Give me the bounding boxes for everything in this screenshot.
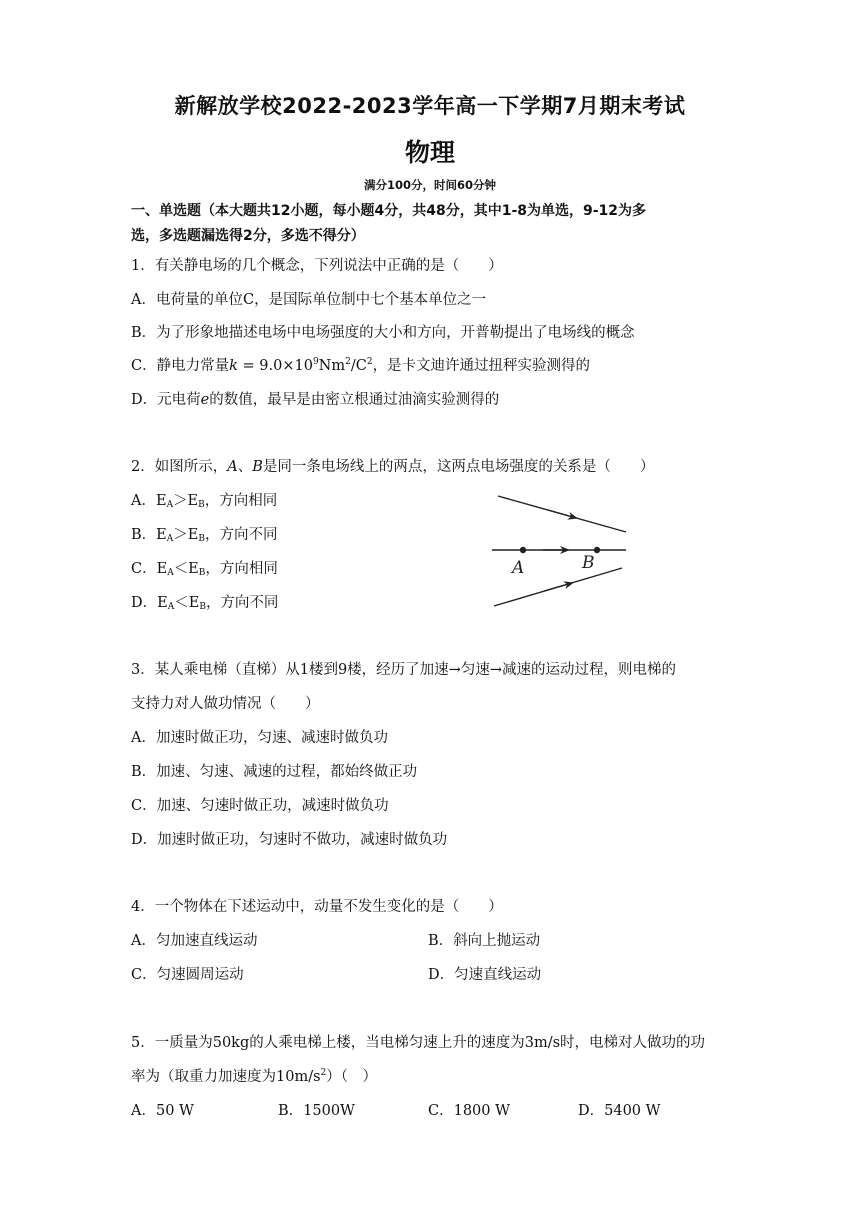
q1-c-prefix: C．静电力常量 bbox=[131, 358, 230, 374]
q2-a-sub2: B bbox=[198, 500, 205, 510]
q2-option-c bbox=[131, 559, 278, 579]
q1-c-unit2-exp: 2 bbox=[366, 357, 373, 367]
q1-c-suffix: ，是卡文迪许通过扭秤实验测得的 bbox=[372, 358, 591, 374]
q2-d-sub1: A bbox=[167, 602, 175, 612]
q2-d-label: D．E bbox=[131, 595, 168, 611]
q2-c-tail: ，方向相同 bbox=[205, 561, 278, 577]
q2-c-sub1: A bbox=[167, 568, 174, 578]
q2-d-rel: ＜E bbox=[174, 595, 200, 611]
exam-title: 新解放学校2022-2023学年高一下学期7月期末考试 bbox=[174, 94, 686, 118]
q1-option-a: A．电荷量的单位C，是国际单位制中七个基本单位之一 bbox=[131, 292, 487, 308]
q1-option-d bbox=[131, 390, 499, 410]
q2-option-b bbox=[131, 525, 277, 545]
q2-stem-sep: 、 bbox=[237, 459, 253, 475]
q3-option-b: B．加速、匀速、减速的过程，都始终做正功 bbox=[131, 764, 418, 780]
q5-stem2-prefix: 率为（取重力加速度为10m/s bbox=[131, 1069, 321, 1085]
section-heading-line2: 选，多选题漏选得2分，多选不得分） bbox=[131, 228, 365, 244]
q1-c-unit: Nm bbox=[318, 358, 346, 374]
q2-b-sub1: A bbox=[166, 534, 174, 544]
q2-d-sub2: B bbox=[199, 602, 206, 612]
q4-stem: 4．一个物体在下述运动中，动量不发生变化的是（ ） bbox=[131, 899, 503, 915]
q2-a-sub1: A bbox=[166, 500, 174, 510]
q5-stem-line2 bbox=[131, 1067, 377, 1087]
point-b-dot bbox=[594, 547, 600, 553]
q3-stem-line1: 3．某人乘电梯（直梯）从1楼到9楼，经历了加速→匀速→减速的运动过程，则电梯的 bbox=[131, 662, 676, 678]
q4-option-a: A．匀加速直线运动 bbox=[131, 933, 258, 949]
q2-stem-a: A bbox=[227, 459, 238, 475]
q2-b-rel: ＞E bbox=[173, 527, 199, 543]
q1-c-unit-exp: 2 bbox=[345, 357, 351, 367]
q5-stem2-suffix: ）（ ） bbox=[326, 1069, 378, 1085]
q1-option-c bbox=[131, 356, 590, 376]
q5-option-b: B．1500W bbox=[278, 1103, 355, 1119]
point-a-dot bbox=[520, 547, 526, 553]
q2-c-sub2: B bbox=[198, 568, 206, 578]
q5-stem-line1: 5．一质量为50kg的人乘电梯上楼，当电梯匀速上升的速度为3m/s时，电梯对人做功的功 bbox=[131, 1035, 706, 1051]
q1-c-exp: 9 bbox=[312, 357, 319, 367]
q1-stem: 1．有关静电场的几个概念，下列说法中正确的是（ ） bbox=[131, 258, 503, 274]
q1-c-unit2: /C bbox=[350, 358, 367, 374]
electric-field-figure bbox=[488, 488, 628, 612]
q2-b-tail: ，方向不同 bbox=[204, 527, 278, 543]
q4-option-b: B．斜向上抛运动 bbox=[428, 933, 541, 949]
q4-option-c: C．匀速圆周运动 bbox=[131, 967, 244, 983]
q2-stem bbox=[131, 457, 654, 477]
q1-c-eq: = 9.0×10 bbox=[237, 358, 313, 374]
q2-d-tail: ，方向不同 bbox=[205, 595, 279, 611]
q3-option-d: D．加速时做正功，匀速时不做功，减速时做负功 bbox=[131, 832, 448, 848]
q2-b-label: B．E bbox=[131, 527, 167, 543]
q5-option-d: D．5400 W bbox=[578, 1103, 661, 1119]
q2-stem-suffix: 是同一条电场线上的两点，这两点电场强度的关系是（ ） bbox=[262, 459, 655, 475]
exam-subject: 物理 bbox=[404, 138, 455, 167]
q5-option-c: C．1800 W bbox=[428, 1103, 511, 1119]
q4-option-d: D．匀速直线运动 bbox=[428, 967, 542, 983]
field-line-middle bbox=[492, 547, 626, 553]
point-b-label: B bbox=[582, 553, 595, 573]
q5-stem2-exp: 2 bbox=[320, 1068, 327, 1078]
q2-stem-prefix: 2．如图所示， bbox=[131, 459, 228, 475]
section-heading-line1: 一、单选题（本大题共12小题，每小题4分，共48分，其中1-8为单选，9-12为多 bbox=[131, 203, 647, 219]
q2-stem-b: B bbox=[252, 459, 263, 475]
q1-option-b: B．为了形象地描述电场中电场强度的大小和方向，开普勒提出了电场线的概念 bbox=[131, 325, 635, 341]
q2-option-a bbox=[131, 491, 277, 511]
q1-c-k: k bbox=[229, 358, 238, 374]
field-line-top bbox=[498, 496, 626, 532]
q5-option-a: A．50 W bbox=[131, 1103, 194, 1119]
exam-meta: 满分100分，时间60分钟 bbox=[363, 178, 496, 192]
q2-c-label: C．E bbox=[131, 561, 168, 577]
q1-d-suffix: 的数值，最早是由密立根通过油滴实验测得的 bbox=[209, 392, 500, 408]
point-a-label: A bbox=[512, 558, 525, 578]
q2-c-rel: ＜E bbox=[173, 561, 199, 577]
q2-b-sub2: B bbox=[198, 534, 205, 544]
q1-d-e: e bbox=[200, 392, 210, 408]
q2-a-label: A．E bbox=[131, 493, 167, 509]
q3-option-a: A．加速时做正功，匀速、减速时做负功 bbox=[131, 730, 388, 746]
q2-a-tail: ，方向相同 bbox=[204, 493, 278, 509]
q2-a-rel: ＞E bbox=[173, 493, 199, 509]
q3-option-c: C．加速、匀速时做正功，减速时做负功 bbox=[131, 798, 389, 814]
q2-option-d bbox=[131, 593, 278, 613]
q3-stem-line2: 支持力对人做功情况（ ） bbox=[131, 696, 320, 712]
q1-d-prefix: D．元电荷 bbox=[131, 392, 201, 408]
